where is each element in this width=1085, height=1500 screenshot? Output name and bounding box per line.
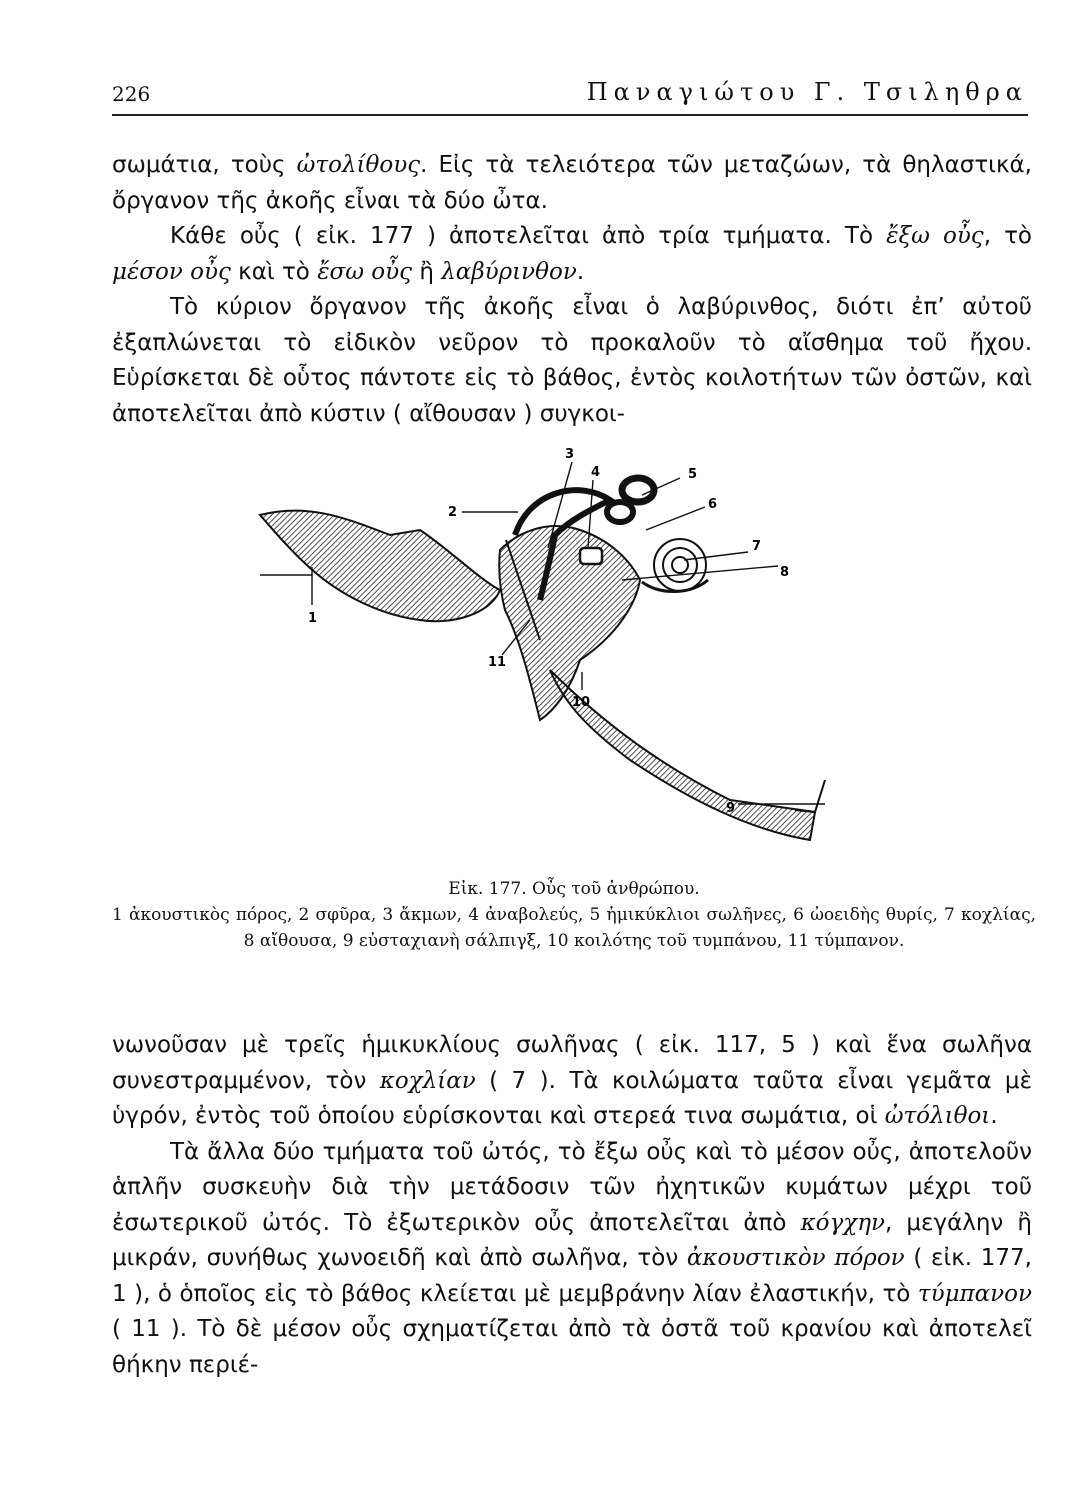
figure-caption — [112, 876, 1036, 954]
ear-diagram — [250, 440, 830, 870]
ear-canal — [260, 511, 500, 622]
paragraph-4: νωνοῦσαν μὲ τρεῖς ἡμικυκλίους σωλῆνας ( εἰκ. 117, 5 ) καὶ ἕνα σωλῆνα συνεστραμμένον, τὸν κοχλίαν ( 7 ). Τὰ κοιλώματα ταῦτα εἶναι γεμᾶτα μὲ ὑγρόν, ἐντὸς τοῦ ὁποίου εὑρίσκονται καὶ στερεά τινα σωμάτια, οἱ ὠτόλιθοι. — [112, 1032, 1032, 1129]
cochlea — [654, 539, 706, 591]
semicircular-canal — [622, 478, 654, 502]
figure-label-6: 6 — [708, 497, 718, 512]
figure-label-7: 7 — [752, 539, 762, 554]
paragraph-5: Τὰ ἄλλα δύο τμήματα τοῦ ὠτός, τὸ ἔξω οὖς καὶ τὸ μέσον οὖς, ἀποτελοῦν ἁπλῆν συσκευὴν διὰ τὴν μετάδοσιν τῶν ἠχητικῶν κυμάτων μέχρι τοῦ ἐσωτερικοῦ ὠτός. Τὸ ἐξωτερικὸν οὖς ἀποτελεῖται ἀπὸ κόγχην, μεγάλην ἢ μικράν, συνήθως χωνοειδῆ καὶ ἀπὸ σωλῆνα, τὸν ἀκουστικὸν πόρον ( εἰκ. 177, 1 ), ὁ ὁποῖος εἰς τὸ βάθος κλείεται μὲ μεμβράνην λίαν ἐλαστικήν, τὸ τύμπανον ( 11 ). Τὸ δὲ μέσον οὖς σχηματίζεται ἀπὸ τὰ ὀστᾶ τοῦ κρανίου καὶ ἀποτελεῖ θήκην περιέ- — [112, 1138, 1033, 1378]
header-rule — [112, 114, 1028, 116]
page-header — [112, 78, 1028, 110]
figure-label-1: 1 — [308, 611, 318, 626]
page-number: 226 — [112, 82, 151, 106]
figure-label-11: 11 — [488, 655, 507, 670]
caption-title: Εἰκ. 177. Οὖς τοῦ ἀνθρώπου. — [448, 879, 700, 899]
paragraph-3: Τὸ κύριον ὄργανον τῆς ἀκοῆς εἶναι ὁ λαβύρινθος, διότι ἐπ’ αὐτοῦ ἐξαπλώνεται τὸ εἰδικὸν νεῦρον τὸ προκαλοῦν τὸ αἴσθημα τοῦ ἤχου. Εὑρίσκεται δὲ οὗτος πάντοτε εἰς τὸ βάθος, ἐντὸς κοιλοτήτων τῶν ὀστῶν, καὶ ἀποτελεῖται ἀπὸ κύστιν ( αἴθουσαν ) συγκοι- — [112, 294, 1032, 427]
figure-label-10: 10 — [572, 695, 591, 710]
paragraph-2: Κάθε οὖς ( εἰκ. 177 ) ἀποτελεῖται ἀπὸ τρία τμήματα. Τὸ ἔξω οὖς, τὸ μέσον οὖς καὶ τὸ ἔσω οὖς ἢ λαβύρινθον. — [112, 223, 1032, 285]
ear-figure — [250, 440, 830, 870]
stapes — [580, 548, 602, 564]
figure-label-4: 4 — [591, 465, 601, 480]
figure-label-8: 8 — [780, 565, 790, 580]
paragraph-1: σωμάτια, τοὺς ὠτολίθους. Εἰς τὰ τελειότερα τῶν μεταζώων, τὰ θηλαστικά, ὄργανον τῆς ἀκοῆς εἶναι τὰ δύο ὦτα. — [112, 152, 1032, 214]
body-text-bottom — [112, 1028, 1032, 1383]
figure-label-9: 9 — [726, 801, 736, 816]
caption-legend: 1 ἀκουστικὸς πόρος, 2 σφῦρα, 3 ἄκμων, 4 ἀναβολεύς, 5 ἡμικύκλιοι σωλῆνες, 6 ὠοειδὴς θυρίς, 7 κοχλίας, 8 αἴθουσα, 9 εὐσταχιανὴ σάλπιγξ, 10 κοιλότης τοῦ τυμπάνου, 11 τύμπανον. — [112, 905, 1036, 951]
figure-label-2: 2 — [448, 505, 458, 520]
running-head: Παναγιώτου Γ. Τσιληθρα — [586, 78, 1028, 106]
figure-label-3: 3 — [565, 447, 575, 462]
figure-label-5: 5 — [688, 467, 698, 482]
body-text-top — [112, 148, 1032, 432]
